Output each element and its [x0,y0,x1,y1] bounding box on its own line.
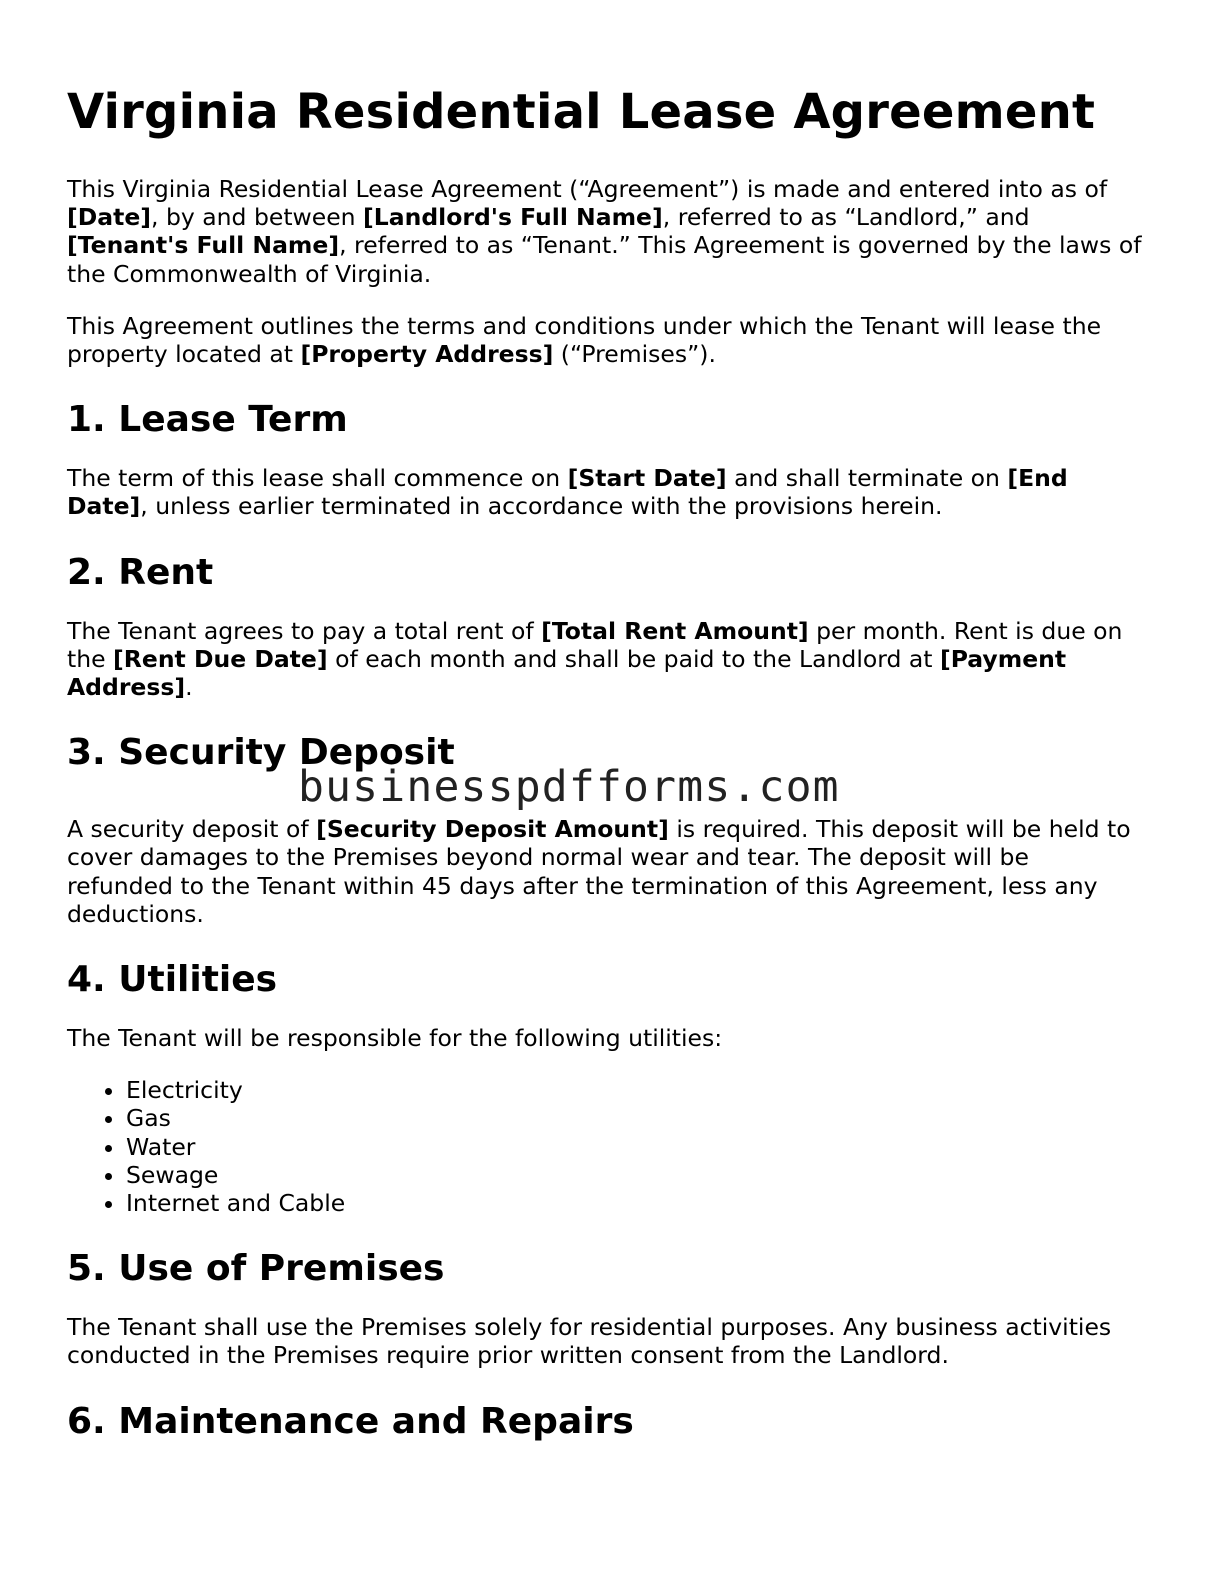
intro-text: This Agreement outlines the terms and conditions under which the Tenant will lease the property located at [67,311,1102,369]
section-text: and shall terminate on [726,464,1008,493]
landlord-name-placeholder: [Landlord's Full Name] [363,203,663,232]
intro-paragraph-premises [67,312,1142,368]
start-date-placeholder: [Start Date] [567,464,727,493]
section-text: The term of this lease shall commence on [67,464,568,493]
document-page [67,82,1142,1466]
section-text: A security deposit of [67,815,317,844]
lease-term-paragraph [67,464,1142,520]
section-heading-security-deposit: 3. Security Deposit [67,732,455,774]
security-deposit-paragraph [67,815,1142,928]
section-heading-rent: 2. Rent [67,551,214,593]
intro-text: , referred to as “Tenant.” This Agreement is governed by the laws of the Commonwealth of Virginia. [67,231,1142,288]
section-heading-use-of-premises: 5. Use of Premises [67,1248,445,1290]
list-item: • Internet and Cable [126,1189,1142,1217]
security-deposit-placeholder: [Security Deposit Amount] [316,815,669,844]
payment-address-placeholder: [Payment Address] [67,644,1067,702]
section-text: per month. Rent is due on the [67,616,1123,673]
section-heading-maintenance: 6. Maintenance and Repairs [67,1400,634,1442]
section-text: is required. This deposit will be held to cover damages to the Premises beyond normal wear and tear. The deposit will be refunded to the Tenant within 45 days after the termination of this Agreement, less any deductions. [67,815,1131,928]
use-of-premises-paragraph: The Tenant shall use the Premises solely for residential purposes. Any business activities conducted in the Premises require prior written consent from the Landlord. [67,1313,1112,1370]
list-item: • Gas [126,1104,1142,1132]
list-item: • Sewage [126,1161,1142,1189]
rent-due-date-placeholder: [Rent Due Date] [113,644,328,673]
date-placeholder: [Date] [67,203,152,232]
section-text: of each month and shall be paid to the Landlord at [327,644,940,673]
utilities-list [67,1076,1142,1217]
intro-text: (“Premises”). [553,340,716,369]
intro-text: This Virginia Residential Lease Agreement (“Agreement”) is made and entered into as of [67,175,1108,203]
intro-paragraph-parties [67,175,1142,288]
document-title: Virginia Residential Lease Agreement [67,84,1096,140]
rent-amount-placeholder: [Total Rent Amount] [541,616,809,645]
rent-paragraph [67,617,1142,702]
intro-text: , by and between [151,203,364,232]
list-item: • Water [126,1133,1142,1161]
section-text: , unless earlier terminated in accordance with the provisions herein. [140,492,943,521]
property-address-placeholder: [Property Address] [300,340,554,369]
utilities-paragraph: The Tenant will be responsible for the following utilities: [67,1024,723,1053]
watermark: businesspdfforms.com [298,762,840,812]
section-heading-lease-term: 1. Lease Term [67,399,348,441]
section-text: . [185,673,193,702]
section-text: The Tenant agrees to pay a total rent of [67,616,542,645]
list-item: • Electricity [126,1076,1142,1104]
intro-text: , referred to as “Landlord,” and [662,203,1030,232]
section-heading-utilities: 4. Utilities [67,959,278,1001]
tenant-name-placeholder: [Tenant's Full Name] [67,231,340,260]
end-date-placeholder: [End Date] [67,464,1068,521]
